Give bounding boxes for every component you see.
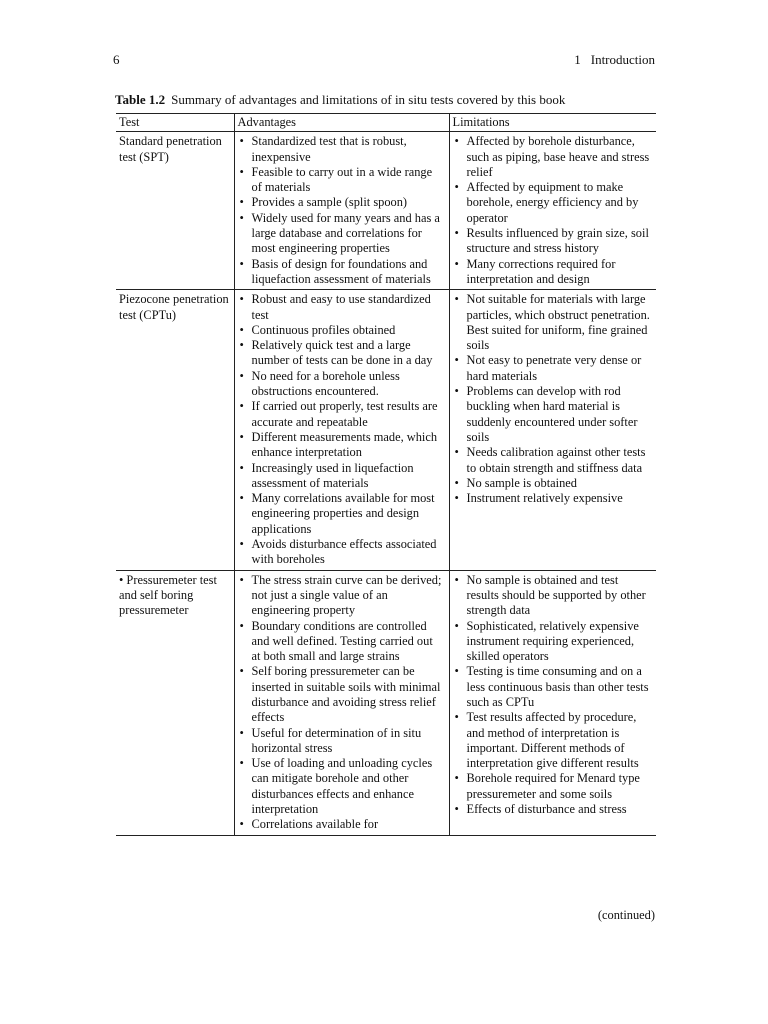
advantage-item: • No need for a borehole unless obstructions encountered. [238, 369, 445, 400]
limitation-item: • Affected by borehole disturbance, such as piping, base heave and stress relief [453, 134, 653, 180]
advantage-item: • Standardized test that is robust, inexpensive [238, 134, 445, 165]
advantage-item: • The stress strain curve can be derived; not just a single value of an engineering property [238, 573, 445, 619]
limitation-item: • Borehole required for Menard type pressuremeter and some soils [453, 771, 653, 802]
limitations-list [453, 573, 653, 818]
limitation-item: • Needs calibration against other tests to obtain strength and stiffness data [453, 445, 653, 476]
advantage-item: • Self boring pressuremeter can be inserted in suitable soils with minimal disturbance and avoiding stress relief effects [238, 664, 445, 725]
limitation-item: • Instrument relatively expensive [453, 491, 653, 506]
table-row-cptu [116, 290, 656, 570]
test-name-cell: Piezocone penetration test (CPTu) [116, 290, 234, 570]
advantage-item: • Correlations available for [238, 817, 445, 832]
limitation-item: • Not easy to penetrate very dense or hard materials [453, 353, 653, 384]
table-header-row [116, 114, 656, 132]
advantages-list [238, 134, 445, 287]
advantage-item: • Useful for determination of in situ horizontal stress [238, 726, 445, 757]
chapter-title: Introduction [590, 52, 655, 67]
table-row-pressuremeter [116, 570, 656, 835]
limitation-item: • Not suitable for materials with large particles, which obstruct penetration. Best suited for uniform, fine grained soils [453, 292, 653, 353]
limitation-item: • Sophisticated, relatively expensive instrument requiring experienced, skilled operators [453, 619, 653, 665]
advantage-item: • Increasingly used in liquefaction assessment of materials [238, 461, 445, 492]
limitations-cell [449, 570, 656, 835]
limitation-item: • Effects of disturbance and stress [453, 802, 653, 817]
test-name-cell: Standard penetration test (SPT) [116, 132, 234, 290]
advantage-item: • Use of loading and unloading cycles can mitigate borehole and other disturbances effects and enhance interpretation [238, 756, 445, 817]
table-caption-text: Summary of advantages and limitations of in situ tests covered by this book [171, 92, 566, 107]
advantage-item: • Continuous profiles obtained [238, 323, 445, 338]
table-caption [115, 92, 565, 108]
advantage-item: • Boundary conditions are controlled and well defined. Testing carried out at both small and large strains [238, 619, 445, 665]
advantage-item: • Provides a sample (split spoon) [238, 195, 445, 210]
table-row-spt [116, 132, 656, 290]
column-header-advantages: Advantages [234, 114, 449, 132]
page-number: 6 [113, 52, 120, 67]
column-header-test: Test [116, 114, 234, 132]
limitation-item: • Test results affected by procedure, and method of interpretation is important. Different methods of interpretation give different results [453, 710, 653, 771]
limitation-item: • No sample is obtained [453, 476, 653, 491]
advantage-item: • Robust and easy to use standardized test [238, 292, 445, 323]
limitations-cell [449, 132, 656, 290]
limitations-list [453, 292, 653, 506]
advantages-cell [234, 132, 449, 290]
advantage-item: • Feasible to carry out in a wide range of materials [238, 165, 445, 196]
advantage-item: • Different measurements made, which enhance interpretation [238, 430, 445, 461]
limitation-item: • Problems can develop with rod buckling when hard material is suddenly encountered under softer soils [453, 384, 653, 445]
advantages-list [238, 292, 445, 567]
limitations-list [453, 134, 653, 287]
chapter-number: 1 [574, 52, 581, 67]
test-name-cell: • Pressuremeter test and self boring pressuremeter [116, 570, 234, 835]
advantage-item: • Basis of design for foundations and liquefaction assessment of materials [238, 257, 445, 288]
advantage-item: • Many correlations available for most engineering properties and design applications [238, 491, 445, 537]
advantage-item: • Widely used for many years and has a large database and correlations for most engineering properties [238, 211, 445, 257]
advantages-cell [234, 570, 449, 835]
summary-table [116, 113, 656, 836]
limitations-cell [449, 290, 656, 570]
advantage-item: • Relatively quick test and a large number of tests can be done in a day [238, 338, 445, 369]
advantage-item: • Avoids disturbance effects associated with boreholes [238, 537, 445, 568]
table-label: Table 1.2 [115, 92, 166, 107]
continued-note: (continued) [597, 908, 655, 922]
advantage-item: • If carried out properly, test results are accurate and repeatable [238, 399, 445, 430]
limitation-item: • Affected by equipment to make borehole, energy efficiency and by operator [453, 180, 653, 226]
column-header-limitations: Limitations [449, 114, 656, 132]
limitation-item: • No sample is obtained and test results should be supported by other strength data [453, 573, 653, 619]
running-head [574, 52, 655, 68]
advantages-cell [234, 290, 449, 570]
limitation-item: • Results influenced by grain size, soil structure and stress history [453, 226, 653, 257]
limitation-item: • Many corrections required for interpretation and design [453, 257, 653, 288]
advantages-list [238, 573, 445, 833]
limitation-item: • Testing is time consuming and on a less continuous basis than other tests such as CPTu [453, 664, 653, 710]
